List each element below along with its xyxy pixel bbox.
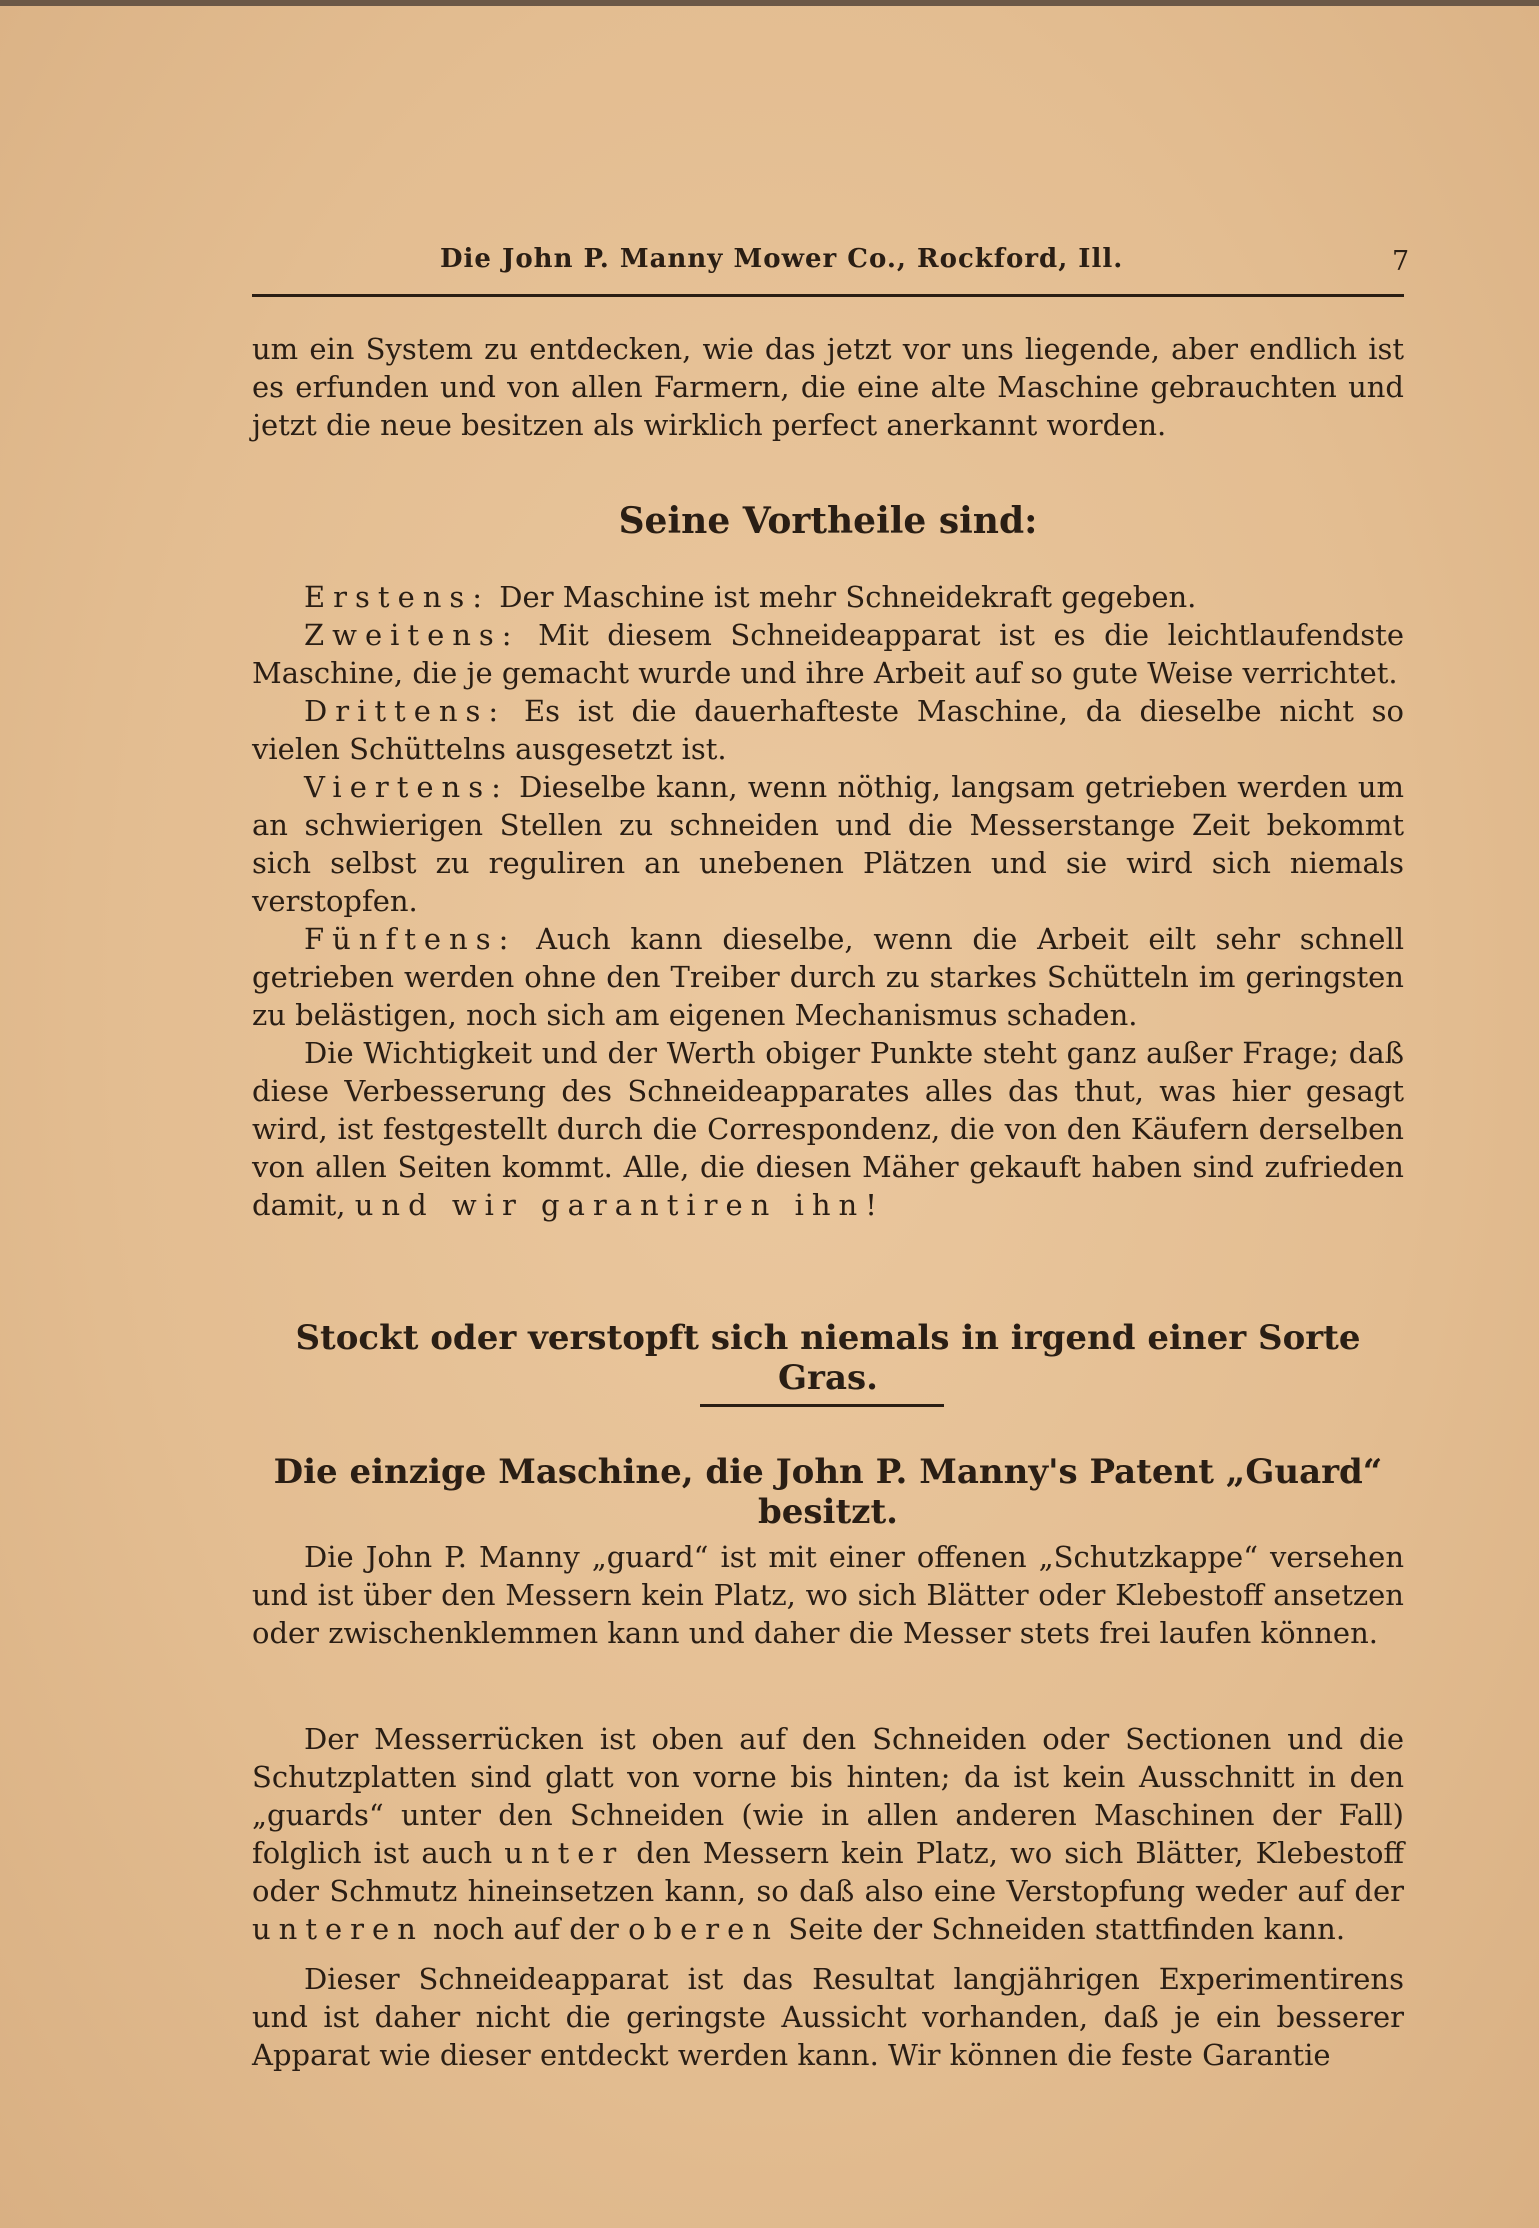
advantage-2-text: Mit diesem Schneideapparat ist es die leichtlaufendste Maschine, die je gemacht wurde und ihre Arbeit auf so gute Weise verrichtet. — [252, 618, 1404, 690]
guard-paragraph-1: Die John P. Manny „guard“ ist mit einer offenen „Schutzkappe“ versehen und ist über den Messern kein Platz, wo sich Blätter oder Klebestoff ansetzen oder zwischenklemmen kann und daher die Messer stets frei laufen können. — [252, 1540, 1404, 1650]
guard-heading: Die einzige Maschine, die John P. Manny's Patent „Guard“ besitzt. — [273, 1452, 1383, 1532]
summary-text: Die Wichtigkeit und der Werth obiger Punkte steht ganz außer Frage; daß diese Verbesserung des Schneideapparates alles das thut, was hier gesagt wird, ist festgestellt durch die Correspondenz, die von den Käufern derselben von allen Seiten kommt. Alle, die diesen Mäher gekauft haben sind zufrieden damit, — [252, 1036, 1404, 1222]
advantages-heading: Seine Vortheile sind: — [618, 500, 1038, 542]
header-rule — [252, 294, 1404, 297]
intro-paragraph: um ein System zu entdecken, wie das jetzt vor uns liegende, aber endlich ist es erfunden und von allen Farmern, die eine alte Maschine gebrauchten und jetzt die neue besitzen als wirklich perfect anerkannt worden. — [252, 332, 1404, 442]
guard-p2-emphasis-unteren: unteren — [252, 1912, 424, 1946]
advantage-4 — [252, 768, 1404, 920]
advantage-4-text: Dieselbe kann, wenn nöthig, langsam getrieben werden um an schwierigen Stellen zu schneiden und die Messerstange Zeit bekommt sich selbst zu reguliren an unebenen Plätzen und sie wird sich niemals verstopfen. — [252, 770, 1404, 918]
advantage-5-label: Fünftens: — [304, 922, 517, 956]
summary-paragraph — [252, 1034, 1404, 1224]
running-title: Die John P. Manny Mower Co., Rockford, Ill. — [440, 244, 1124, 274]
guard-paragraph-3: Dieser Schneideapparat ist das Resultat langjährigen Experimentirens und ist daher nicht die geringste Aussicht vorhanden, daß je ein besserer Apparat wie dieser entdeckt werden kann. Wir können die feste Garantie — [252, 1962, 1404, 2072]
summary-emphasis: und wir garantiren ihn! — [354, 1188, 885, 1222]
guard-p2-part-a: Der Messerrücken ist oben auf den Schneiden oder Sectionen und die Schutzplatten sind glatt von vorne bis hinten; da ist kein Ausschnitt in den „guards“ unter den Schneiden (wie in allen anderen Maschinen der Fall) folglich ist auch — [252, 1722, 1404, 1870]
advantage-5 — [252, 920, 1404, 1034]
guard-p2-emphasis-unter: unter — [504, 1836, 625, 1870]
advantage-4-label: Viertens: — [304, 770, 509, 804]
advantage-1-label: Erstens: — [304, 580, 491, 614]
advantage-1-text: Der Maschine ist mehr Schneidekraft gegeben. — [499, 580, 1197, 614]
guard-paragraph-2 — [252, 1720, 1404, 1948]
advantage-1 — [252, 578, 1404, 616]
section-rule — [700, 1404, 944, 1407]
advantage-3 — [252, 692, 1404, 768]
advantage-2 — [252, 616, 1404, 692]
guard-p2-part-b: den Messern kein Platz, wo sich Blätter, Klebestoff oder Schmutz hineinsetzen kann, so daß also eine Verstopfung weder auf der — [252, 1836, 1405, 1908]
guard-p2-part-c: noch auf der — [433, 1912, 619, 1946]
page-number: 7 — [1392, 246, 1410, 277]
statement-heading: Stockt oder verstopft sich niemals in irgend einer Sorte Gras. — [295, 1318, 1361, 1398]
advantage-3-text: Es ist die dauerhafteste Maschine, da dieselbe nicht so vielen Schüttelns ausgesetzt ist. — [252, 694, 1405, 766]
guard-p2-part-d: Seite der Schneiden stattfinden kann. — [788, 1912, 1346, 1946]
advantage-5-text: Auch kann dieselbe, wenn die Arbeit eilt sehr schnell getrieben werden ohne den Treiber durch zu starkes Schütteln im geringsten zu belästigen, noch sich am eigenen Mechanismus schaden. — [252, 922, 1404, 1032]
advantage-3-label: Drittens: — [304, 694, 507, 728]
guard-p2-emphasis-oberen: oberen — [628, 1912, 779, 1946]
advantage-2-label: Zweitens: — [304, 618, 520, 652]
top-edge-line — [0, 0, 1539, 6]
